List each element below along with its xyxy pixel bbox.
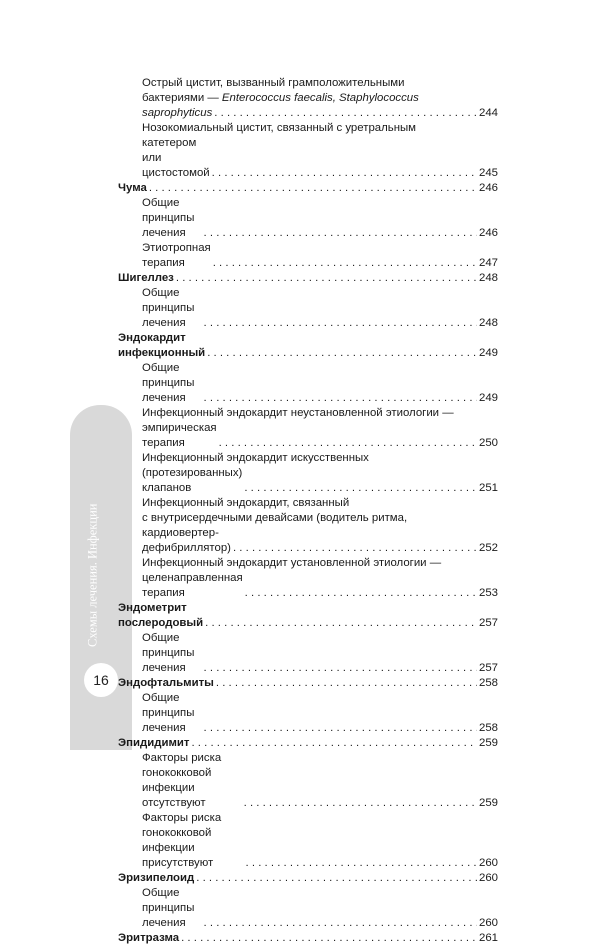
toc-section[interactable] — [118, 271, 498, 286]
leader-dots — [205, 616, 477, 631]
leader-dots — [213, 256, 477, 271]
toc-section[interactable] — [118, 331, 498, 361]
toc-entry[interactable] — [118, 76, 498, 121]
leader-dots — [204, 916, 477, 931]
toc-page: 245 — [478, 167, 498, 179]
toc-title: Общие принципы лечения — [142, 287, 195, 329]
toc-title: Эндокардит инфекционный — [118, 332, 206, 359]
leader-dots — [244, 481, 477, 496]
toc-page: 248 — [478, 272, 498, 284]
leader-dots — [244, 796, 477, 811]
toc-page: 250 — [478, 437, 498, 449]
toc-entry[interactable] — [118, 361, 498, 406]
toc-entry-line: (протезированных) клапанов — [142, 467, 243, 494]
toc-title: Эритразма — [118, 932, 180, 944]
toc-entry[interactable] — [118, 886, 498, 931]
toc-title: Общие принципы лечения — [142, 197, 195, 239]
leader-dots — [212, 166, 477, 181]
toc-page: 247 — [478, 257, 498, 269]
toc-title: Чума — [118, 182, 147, 194]
toc-entry[interactable] — [118, 451, 498, 496]
toc-title: Эндометрит послеродовый — [118, 602, 204, 629]
toc-title: Общие принципы лечения — [142, 692, 195, 734]
toc-page: 251 — [478, 482, 498, 494]
toc-entry-line: Инфекционный эндокардит искусственных — [142, 452, 369, 464]
toc-section[interactable] — [118, 736, 498, 751]
leader-dots — [204, 721, 477, 736]
toc-title: Эпидидимит — [118, 737, 190, 749]
leader-dots — [191, 736, 477, 751]
toc-entry-line: Нозокомиальный цистит, связанный с уретральным — [142, 122, 417, 134]
toc-entry[interactable] — [118, 751, 498, 811]
toc-title: Факторы риска гонококковой инфекции отсутствуют — [142, 752, 222, 809]
toc-page: 249 — [478, 392, 498, 404]
toc-entry[interactable] — [118, 691, 498, 736]
leader-dots — [176, 271, 477, 286]
toc-entry-line: Enterococcus faecalis, Staphylococcus — [221, 92, 419, 104]
toc-title: Шигеллез — [118, 272, 174, 284]
toc-page: 258 — [478, 677, 498, 689]
toc-entry-line: с внутрисердечными девайсами (водитель ритма, — [142, 512, 408, 524]
page-number: 16 — [84, 663, 118, 697]
toc-entry[interactable] — [118, 556, 498, 601]
toc-entry[interactable] — [118, 406, 498, 451]
toc-page: 246 — [478, 227, 498, 239]
leader-dots — [207, 346, 477, 361]
toc-section[interactable] — [118, 931, 498, 946]
leader-dots — [219, 436, 477, 451]
toc-title: Этиотропная терапия — [142, 242, 211, 269]
toc-page: 253 — [478, 587, 498, 599]
side-section-label: Схемы лечения. Инфекции — [85, 503, 100, 647]
leader-dots — [204, 316, 477, 331]
toc-entry[interactable] — [118, 811, 498, 871]
toc-title: Общие принципы лечения — [142, 632, 195, 674]
leader-dots — [245, 586, 477, 601]
toc-entry[interactable] — [118, 196, 498, 241]
toc-entry-line: Инфекционный эндокардит, связанный — [142, 497, 350, 509]
toc-title: Эризипелоид — [118, 872, 195, 884]
toc-entry-line: бактериями — — [142, 92, 222, 104]
leader-dots — [204, 226, 477, 241]
toc-page: 252 — [478, 542, 498, 554]
toc-entry[interactable] — [118, 121, 498, 181]
toc-title: Эндофтальмиты — [118, 677, 214, 689]
toc-entry-line: Инфекционный эндокардит неустановленной этиологии — — [142, 407, 454, 419]
toc-title: Общие принципы лечения — [142, 887, 195, 929]
toc-page: 246 — [478, 182, 498, 194]
toc-page: 260 — [478, 857, 498, 869]
toc-entry-line: эмпирическая терапия — [142, 422, 217, 449]
leader-dots — [216, 676, 477, 691]
toc-entry-line: кардиовертер-дефибриллятор) — [142, 527, 231, 554]
toc-title: Общие принципы лечения — [142, 362, 195, 404]
toc-page: 257 — [478, 662, 498, 674]
toc-entry-line: целенаправленная терапия — [142, 572, 243, 599]
leader-dots — [204, 661, 477, 676]
toc-title: Факторы риска гонококковой инфекции присутствуют — [142, 812, 222, 869]
toc-entry[interactable] — [118, 241, 498, 271]
toc-entry[interactable] — [118, 631, 498, 676]
toc-entry-line: катетером или цистостомой — [142, 137, 210, 179]
toc-section[interactable] — [118, 871, 498, 886]
toc-page: 248 — [478, 317, 498, 329]
toc-page: 257 — [478, 617, 498, 629]
toc-entry-line: saprophyticus — [142, 107, 213, 119]
leader-dots — [181, 931, 477, 946]
toc-entry-line: Острый цистит, вызванный грамположительными — [142, 77, 405, 89]
toc-page: 258 — [478, 722, 498, 734]
leader-dots — [214, 106, 477, 121]
toc-section[interactable] — [118, 181, 498, 196]
toc-page: 244 — [478, 107, 498, 119]
toc-entry[interactable] — [118, 496, 498, 556]
table-of-contents — [118, 76, 498, 946]
toc-page: 260 — [478, 872, 498, 884]
toc-page: 261 — [478, 932, 498, 944]
leader-dots — [233, 541, 477, 556]
toc-section[interactable] — [118, 676, 498, 691]
leader-dots — [246, 856, 477, 871]
toc-page: 259 — [478, 797, 498, 809]
toc-page: 259 — [478, 737, 498, 749]
toc-page: 260 — [478, 917, 498, 929]
toc-page: 249 — [478, 347, 498, 359]
toc-entry[interactable] — [118, 286, 498, 331]
leader-dots — [196, 871, 477, 886]
leader-dots — [204, 391, 477, 406]
toc-section[interactable] — [118, 601, 498, 631]
leader-dots — [149, 181, 477, 196]
toc-entry-line: Инфекционный эндокардит установленной этиологии — — [142, 557, 442, 569]
